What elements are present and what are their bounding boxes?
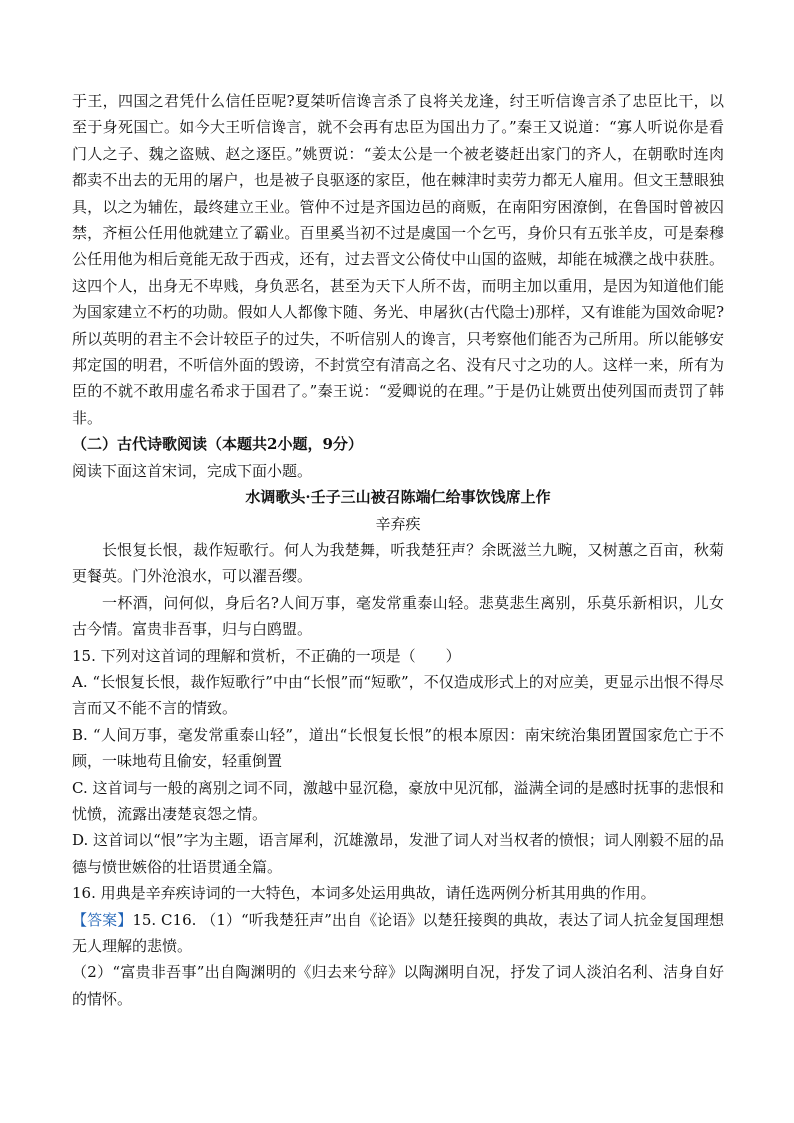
- answer-tag: 【答案】: [72, 910, 133, 929]
- question-15-stem: 15. 下列对这首词的理解和赏析，不正确的一项是（ ）: [72, 646, 461, 665]
- poem-title: 水调歌头·壬子三山被召陈端仁给事饮饯席上作: [245, 488, 551, 507]
- answer-line-1: [72, 907, 724, 960]
- section-instruction: 阅读下面这首宋词，完成下面小题。: [72, 461, 313, 480]
- question-16-stem: 16. 用典是辛弃疾诗词的一大特色，本词多处运用典故，请任选两例分析其用典的作用。: [72, 884, 656, 903]
- question-15-option-d: D. 这首词以“恨”字为主题，语言犀利，沉雄激昂，发泄了词人对当权者的愤恨；词人刚毅不屈的品德与愤世嫉俗的壮语贯通全篇。: [72, 831, 724, 876]
- poem-stanza-2: 一杯酒，问何似，身后名?人间万事，毫发常重泰山轻。悲莫悲生离别，乐莫乐新相识，儿女古今情。富贵非吾事，归与白鸥盟。: [72, 593, 724, 639]
- poem-author: 辛弃疾: [375, 514, 421, 533]
- answer-line-2: （2）“富贵非吾事”出自陶渊明的《归去来兮辞》以陶渊明自况，抒发了词人淡泊名利、洁身自好的情怀。: [72, 963, 724, 1008]
- document-page: [72, 88, 724, 1012]
- question-15-option-a: A. “长恨复长恨，裁作短歌行”中由“长恨”而“短歌”，不仅造成形式上的对应美，更显示出恨不得尽言而又不能不言的情致。: [72, 672, 724, 718]
- section-heading: （二）古代诗歌阅读（本题共2小题，9分）: [72, 435, 363, 454]
- passage-text: 于王，四国之君凭什么信任臣呢?夏桀听信谗言杀了良将关龙逢，纣王听信谗言杀了忠臣比干，以至于身死国亡。如今大王听信谗言，就不会再有忠臣为国出力了。”秦王又说道：“寡人听说你是看门人之子、魏之盗贼、赵之逐臣。”姚贾说：“姜太公是一个被老婆赶出家门的齐人，在朝歌时连肉都卖不出去的无用的屠户，也是被子良驱逐的家臣，他在棘津时卖劳力都无人雇用。但文王慧眼独具，以之为辅佐，最终建立王业。管仲不过是齐国边邑的商贩，在南阳穷困潦倒，在鲁国时曾被囚禁，齐桓公任用他就建立了霸业。百里奚当初不过是虞国一个乞丐，身价只有五张羊皮，可是秦穆公任用他为相后竟能无敌于西戎，还有，过去晋文公倚仗中山国的盗贼，却能在城濮之战中获胜。这四个人，出身无不卑贱，身负恶名，甚至为天下人所不齿，而明主加以重用，是因为知道他们能为国家建立不朽的功勋。假如人人都像卞随、务光、申屠狄(古代隐士)那样，又有谁能为国效命呢?所以英明的君主不会计较臣子的过失，不听信别人的谗言，只考察他们能否为己所用。所以能够安邦定国的明君，不听信外面的毁谤，不封赏空有清高之名、没有尺寸之功的人。这样一来，所有为臣的不就不敢用虚名希求于国君了。”秦王说：“爱卿说的在理。”于是仍让姚贾出使列国而责罚了韩非。: [72, 92, 724, 427]
- question-15-option-c: C. 这首词与一般的离别之词不同，激越中显沉稳，豪放中见沉郁，溢满全词的是感时抚事的悲恨和忧愤，流露出凄楚哀怨之情。: [72, 778, 724, 823]
- question-15-option-b: B. “人间万事，毫发常重泰山轻”，道出“长恨复长恨”的根本原因：南宋统治集团置国家危亡于不顾，一味地苟且偷安，轻重倒置: [72, 725, 724, 771]
- poem-stanza-1: 长恨复长恨，裁作短歌行。何人为我楚舞，听我楚狂声？余既滋兰九畹，又树蕙之百亩，秋菊更餐英。门外沧浪水，可以濯吾缨。: [72, 540, 724, 586]
- answer-text-1: 15. C16. （1）“听我楚狂声”出自《论语》以楚狂接舆的典故，表达了词人抗金复国理想无人理解的悲愤。: [72, 910, 724, 955]
